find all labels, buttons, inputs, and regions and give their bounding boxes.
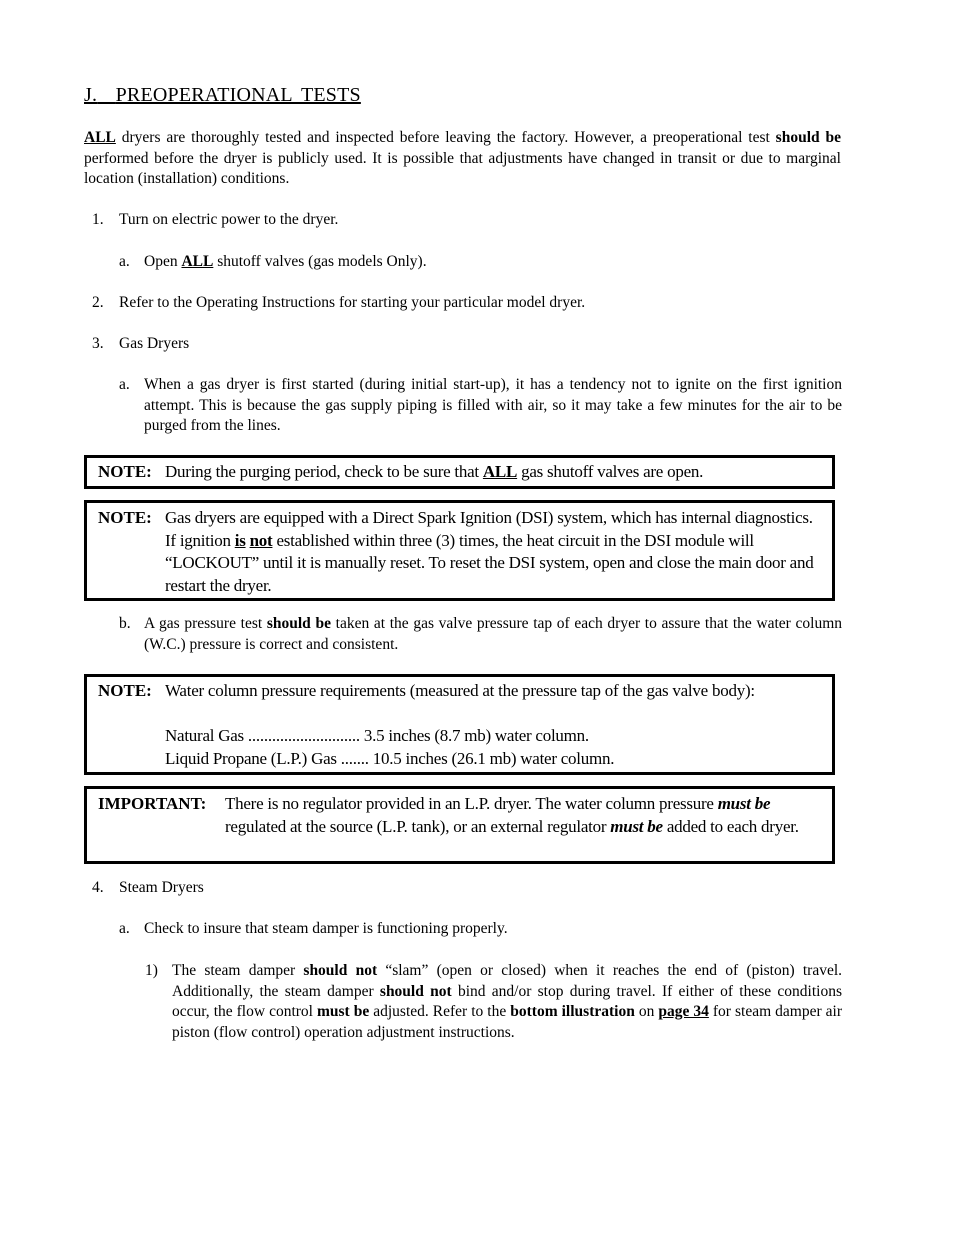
- pressure-row-value: 10.5 inches (26.1 mb) water column.: [372, 749, 615, 768]
- note-purging-text: During the purging period, check to be sure that ALL gas shutoff valves are open.: [165, 462, 704, 481]
- item-3-text: Gas Dryers: [119, 335, 190, 352]
- item-3a-letter: a.: [119, 376, 130, 393]
- note-box-water-column: [84, 674, 835, 775]
- note-is-emphasis: is: [234, 530, 246, 550]
- item-1-number: 1.: [92, 211, 104, 228]
- should-not-emphasis: should not: [303, 962, 378, 979]
- section-letter: J.: [84, 84, 98, 106]
- important-label: IMPORTANT:: [98, 794, 207, 813]
- note-label: NOTE:: [98, 462, 152, 481]
- dot-leader: ............................: [243, 726, 364, 745]
- page-34-reference: page 34: [658, 1003, 709, 1020]
- intro-all-emphasis: ALL: [84, 129, 116, 146]
- important-box-lp-regulator: [84, 786, 835, 864]
- intro-paragraph: ALL dryers are thoroughly tested and inspected before leaving the factory. However, a preoperational test should be performed before the dryer is publicly used. It is possible that adjustments have changed in transit or due to marginal location (installation) conditions.: [84, 129, 841, 187]
- bottom-illustration-emphasis: bottom illustration: [510, 1003, 635, 1020]
- pressure-row-name: Liquid Propane (L.P.) Gas: [165, 749, 337, 768]
- pressure-row-natural-gas: [165, 725, 589, 748]
- must-be-emphasis: must be: [316, 1003, 370, 1020]
- item-1a-text: Open ALL shutoff valves (gas models Only).: [144, 253, 427, 270]
- item-3b-letter: b.: [119, 615, 131, 632]
- section-title-text: PREOPERATIONAL TESTS: [115, 84, 361, 106]
- note-box-dsi: [84, 500, 835, 601]
- pressure-row-lp-gas: [165, 748, 614, 771]
- note-box-purging: [84, 455, 835, 489]
- note-label: NOTE:: [98, 508, 152, 527]
- pressure-row-name: Natural Gas: [165, 726, 244, 745]
- note-dsi-text: Gas dryers are equipped with a Direct Spark Ignition (DSI) system, which has internal diagnostics. If ignition is not established within three (3) times, the heat circuit in the DSI module will “LOCKOUT” until it is manually reset. To reset the DSI system, open and close the main door and restart the dryer.: [165, 508, 814, 595]
- item-4-text: Steam Dryers: [119, 879, 204, 896]
- item-1-text: Turn on electric power to the dryer.: [119, 211, 339, 228]
- item-3a-text: When a gas dryer is first started (during initial start-up), it has a tendency not to ignite on the first ignition attempt. This is because the gas supply piping is filled with air, so it may take a few minutes for the air to be purged from the lines.: [144, 376, 842, 434]
- item-4a-letter: a.: [119, 920, 130, 937]
- section-title: [84, 82, 361, 108]
- item-4-number: 4.: [92, 879, 104, 896]
- item-3-number: 3.: [92, 335, 104, 352]
- important-text: There is no regulator provided in an L.P. dryer. The water column pressure must be regulated at the source (L.P. tank), or an external regulator must be added to each dryer.: [225, 794, 799, 836]
- item-2-number: 2.: [92, 294, 104, 311]
- dot-leader: .......: [336, 749, 373, 768]
- item-4a1-number: 1): [145, 962, 158, 979]
- pressure-row-value: 3.5 inches (8.7 mb) water column.: [363, 726, 589, 745]
- note-water-column-text: Water column pressure requirements (measured at the pressure tap of the gas valve body):: [165, 681, 755, 700]
- item-4a-text: Check to insure that steam damper is functioning properly.: [144, 920, 508, 937]
- item-2-text: Refer to the Operating Instructions for starting your particular model dryer.: [119, 294, 586, 311]
- note-label: NOTE:: [98, 681, 152, 700]
- should-not-emphasis: should not: [379, 982, 452, 1000]
- note-all-emphasis: ALL: [482, 462, 518, 481]
- item-1a-letter: a.: [119, 253, 130, 270]
- item-3b-text: A gas pressure test should be taken at the gas valve pressure tap of each dryer to assure that the water column (W.C.) pressure is correct and consistent.: [144, 615, 843, 653]
- item-4a1-text: The steam damper should not “slam” (open or closed) when it reaches the end of (piston) travel. Additionally, the steam damper should not bind and/or stop during travel. If either of these conditions occur, the flow control must be adjusted. Refer to the bottom illustration on page 34 for steam damper air piston (flow control) operation adjustment instructions.: [172, 962, 843, 1041]
- note-not-emphasis: not: [249, 530, 273, 550]
- important-must-be-emphasis: must be: [610, 816, 663, 836]
- important-must-be-emphasis: must be: [717, 794, 771, 813]
- item-1a-all-emphasis: ALL: [181, 253, 214, 270]
- item-3b-should-be-emphasis: should be: [266, 615, 331, 632]
- intro-should-be-emphasis: should be: [775, 129, 841, 146]
